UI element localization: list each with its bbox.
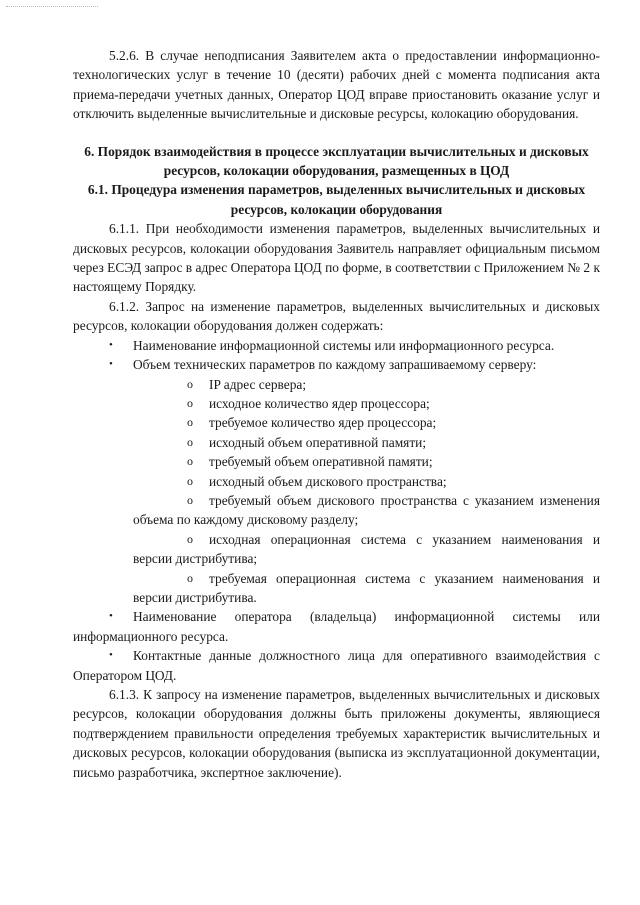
sub-list-item-text: требуемая операционная система с указанием наименования и версии дистрибутива. (133, 570, 600, 605)
sub-list-item (133, 472, 600, 491)
sub-list-item-text: требуемое количество ядер процессора; (209, 415, 437, 431)
server-parameters-list (133, 375, 600, 608)
bullet-icon: • (109, 610, 113, 623)
circle-bullet-icon: o (187, 395, 193, 410)
circle-bullet-icon: o (187, 434, 193, 449)
sub-list-item (133, 433, 600, 452)
list-item (73, 646, 600, 685)
sub-list-item (133, 375, 600, 394)
paragraph-6-1-1: 6.1.1. При необходимости изменения параметров, выделенных вычислительных и дисковых ресурсов, колокации оборудования Заявитель направляет официальным письмом через ЕСЭД запрос в адрес Оператора ЦОД по форме, в соответствии с Приложением № 2 к настоящему Порядку. (73, 221, 600, 295)
bullet-icon: • (109, 649, 113, 662)
list-item-text: Наименование оператора (владельца) информационной системы или информационного ресурса. (73, 609, 600, 644)
section-6-1-heading: 6.1. Процедура изменения параметров, выделенных вычислительных и дисковых ресурсов, колокации оборудования (87, 182, 586, 217)
bullet-icon: • (109, 338, 113, 351)
sub-list-item (133, 413, 600, 432)
list-item (73, 607, 600, 646)
sub-list-item (133, 491, 600, 530)
sub-list-item-text: исходная операционная система с указанием наименования и версии дистрибутива; (133, 531, 600, 567)
list-item (73, 336, 600, 355)
requirements-list (73, 336, 600, 685)
circle-bullet-icon: o (187, 492, 193, 507)
section-6-heading: 6. Порядок взаимодействия в процессе эксплуатации вычислительных и дисковых ресурсов, колокации оборудования, размещенных в ЦОД (84, 143, 589, 179)
paragraph-6-1-3: 6.1.3. К запросу на изменение параметров, выделенных вычислительных и дисковых ресурсов, колокации оборудования должны быть приложены документы, являющиеся подтверждением правильности определения требуемых характеристик вычислительных и дисковых ресурсов, колокации оборудования (выписка из эксплуатационной документации, письмо разработчика, экспертное заключение). (73, 687, 600, 780)
circle-bullet-icon: o (187, 376, 193, 391)
list-item-text: Объем технических параметров по каждому запрашиваемому серверу: (133, 357, 537, 373)
sub-list-item (133, 394, 600, 413)
bullet-icon: • (109, 358, 113, 371)
sub-list-item-text: требуемый объем оперативной памяти; (209, 454, 433, 470)
scan-edge-mark (6, 6, 98, 13)
circle-bullet-icon: o (187, 415, 193, 430)
sub-list-item (133, 452, 600, 471)
sub-list-item-text: IP адрес сервера; (209, 376, 307, 392)
sub-list-item (133, 530, 600, 569)
sub-list-item-text: исходный объем оперативной памяти; (209, 434, 427, 450)
circle-bullet-icon: o (187, 531, 193, 546)
document-page (73, 46, 600, 782)
list-item-text: Наименование информационной системы или информационного ресурса. (133, 337, 555, 353)
paragraph-6-1-2: 6.1.2. Запрос на изменение параметров, выделенных вычислительных и дисковых ресурсов, колокации оборудования должен содержать: (73, 298, 600, 334)
sub-list-item-text: исходный объем дискового пространства; (209, 473, 447, 489)
circle-bullet-icon: o (187, 454, 193, 469)
paragraph-5-2-6: 5.2.6. В случае неподписания Заявителем акта о предоставлении информационно-технологических услуг в течение 10 (десяти) рабочих дней с момента подписания акта приема-передачи учетных данных, Оператор ЦОД вправе приостановить оказание услуг и отключить выделенные вычислительные и дисковые ресурсы, колокацию оборудования. (73, 48, 600, 122)
sub-list-item-text: исходное количество ядер процессора; (209, 395, 430, 411)
sub-list-item-text: требуемый объем дискового пространства с указанием изменения объема по каждому дисковому разделу; (133, 492, 600, 528)
list-item (73, 355, 600, 607)
circle-bullet-icon: o (187, 473, 193, 488)
circle-bullet-icon: o (187, 570, 193, 585)
list-item-text: Контактные данные должностного лица для оперативного взаимодействия с Оператором ЦОД. (73, 648, 600, 683)
sub-list-item (133, 569, 600, 608)
